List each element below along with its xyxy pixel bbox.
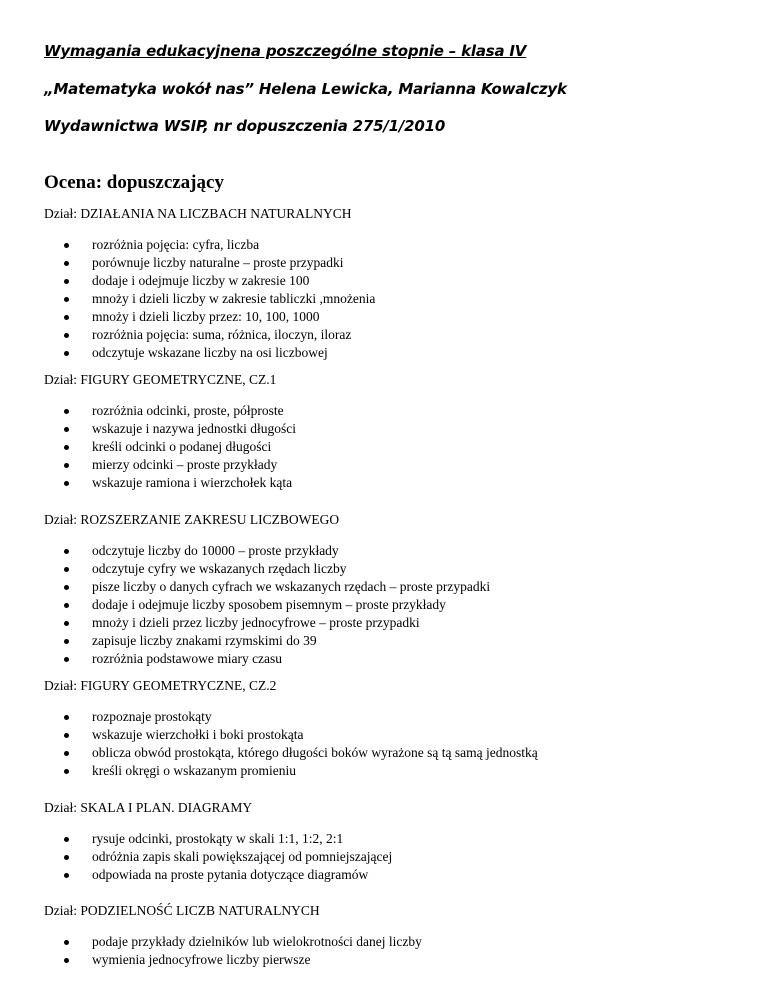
bullet-icon: [64, 837, 69, 842]
bullet-icon: [64, 333, 69, 338]
bullet-icon: [64, 427, 69, 432]
list-item: rozpoznaje prostokąty: [44, 708, 538, 726]
list-item: kreśli okręgi o wskazanym promieniu: [44, 762, 538, 780]
bullet-icon: [64, 243, 69, 248]
list-item: rysuje odcinki, prostokąty w skali 1:1, 1:2, 2:1: [44, 830, 392, 848]
section-figury-1: [44, 371, 296, 492]
bullet-icon: [64, 733, 69, 738]
list-item: dodaje i odejmuje liczby sposobem pisemnym – proste przykłady: [44, 596, 490, 614]
textbook-title: „Matematyka wokół nas” Helena Lewicka, Marianna Kowalczyk: [44, 80, 567, 98]
list-item: wskazuje wierzchołki i boki prostokąta: [44, 726, 538, 744]
bullet-icon: [64, 603, 69, 608]
section-rozszerzanie: [44, 511, 490, 668]
document-title: Wymagania edukacyjnena poszczególne stopnie – klasa IV: [44, 42, 527, 60]
list-item: odczytuje wskazane liczby na osi liczbowej: [44, 344, 375, 362]
list-item: mnoży i dzieli przez liczby jednocyfrowe – proste przypadki: [44, 614, 490, 632]
list-item: mierzy odcinki – proste przykłady: [44, 456, 296, 474]
requirements-list: [44, 830, 392, 884]
list-item: porównuje liczby naturalne – proste przypadki: [44, 254, 375, 272]
bullet-icon: [64, 279, 69, 284]
bullet-icon: [64, 639, 69, 644]
list-item: rozróżnia pojęcia: suma, różnica, iloczyn, iloraz: [44, 326, 375, 344]
bullet-icon: [64, 463, 69, 468]
bullet-icon: [64, 621, 69, 626]
requirements-list: [44, 236, 375, 362]
list-item: wskazuje ramiona i wierzchołek kąta: [44, 474, 296, 492]
list-item: odróżnia zapis skali powiększającej od pomniejszającej: [44, 848, 392, 866]
list-item: wskazuje i nazywa jednostki długości: [44, 420, 296, 438]
bullet-icon: [64, 261, 69, 266]
section-title: Dział: FIGURY GEOMETRYCZNE, CZ.2: [44, 678, 277, 693]
bullet-icon: [64, 751, 69, 756]
bullet-icon: [64, 958, 69, 963]
bullet-icon: [64, 769, 69, 774]
bullet-icon: [64, 657, 69, 662]
publisher-line: Wydawnictwa WSIP, nr dopuszczenia 275/1/2010: [44, 117, 446, 135]
list-item: rozróżnia odcinki, proste, półproste: [44, 402, 296, 420]
bullet-icon: [64, 481, 69, 486]
section-figury-2: [44, 677, 538, 780]
list-item: mnoży i dzieli liczby w zakresie tabliczki ,mnożenia: [44, 290, 375, 308]
bullet-icon: [64, 351, 69, 356]
bullet-icon: [64, 409, 69, 414]
grade-heading: Ocena: dopuszczający: [44, 172, 224, 193]
list-item: pisze liczby o danych cyfrach we wskazanych rzędach – proste przypadki: [44, 578, 490, 596]
bullet-icon: [64, 585, 69, 590]
bullet-icon: [64, 855, 69, 860]
list-item: oblicza obwód prostokąta, którego długości boków wyrażone są tą samą jednostką: [44, 744, 538, 762]
section-title: Dział: DZIAŁANIA NA LICZBACH NATURALNYCH: [44, 206, 352, 221]
requirements-list: [44, 542, 490, 668]
list-item: dodaje i odejmuje liczby w zakresie 100: [44, 272, 375, 290]
bullet-icon: [64, 297, 69, 302]
section-title: Dział: SKALA I PLAN. DIAGRAMY: [44, 800, 253, 815]
list-item: wymienia jednocyfrowe liczby pierwsze: [44, 951, 422, 969]
section-title: Dział: FIGURY GEOMETRYCZNE, CZ.1: [44, 372, 277, 387]
list-item: odczytuje liczby do 10000 – proste przykłady: [44, 542, 490, 560]
section-title: Dział: ROZSZERZANIE ZAKRESU LICZBOWEGO: [44, 512, 340, 527]
list-item: odpowiada na proste pytania dotyczące diagramów: [44, 866, 392, 884]
list-item: zapisuje liczby znakami rzymskimi do 39: [44, 632, 490, 650]
section-podzielnosc: [44, 902, 422, 969]
bullet-icon: [64, 549, 69, 554]
bullet-icon: [64, 315, 69, 320]
list-item: rozróżnia pojęcia: cyfra, liczba: [44, 236, 375, 254]
bullet-icon: [64, 940, 69, 945]
bullet-icon: [64, 873, 69, 878]
list-item: kreśli odcinki o podanej długości: [44, 438, 296, 456]
section-skala: [44, 799, 392, 884]
list-item: mnoży i dzieli liczby przez: 10, 100, 1000: [44, 308, 375, 326]
bullet-icon: [64, 567, 69, 572]
bullet-icon: [64, 715, 69, 720]
requirements-list: [44, 402, 296, 492]
list-item: rozróżnia podstawowe miary czasu: [44, 650, 490, 668]
list-item: podaje przykłady dzielników lub wielokrotności danej liczby: [44, 933, 422, 951]
bullet-icon: [64, 445, 69, 450]
requirements-list: [44, 933, 422, 969]
section-title: Dział: PODZIELNOŚĆ LICZB NATURALNYCH: [44, 903, 320, 918]
requirements-list: [44, 708, 538, 780]
list-item: odczytuje cyfry we wskazanych rzędach liczby: [44, 560, 490, 578]
section-dzialania: [44, 205, 375, 362]
